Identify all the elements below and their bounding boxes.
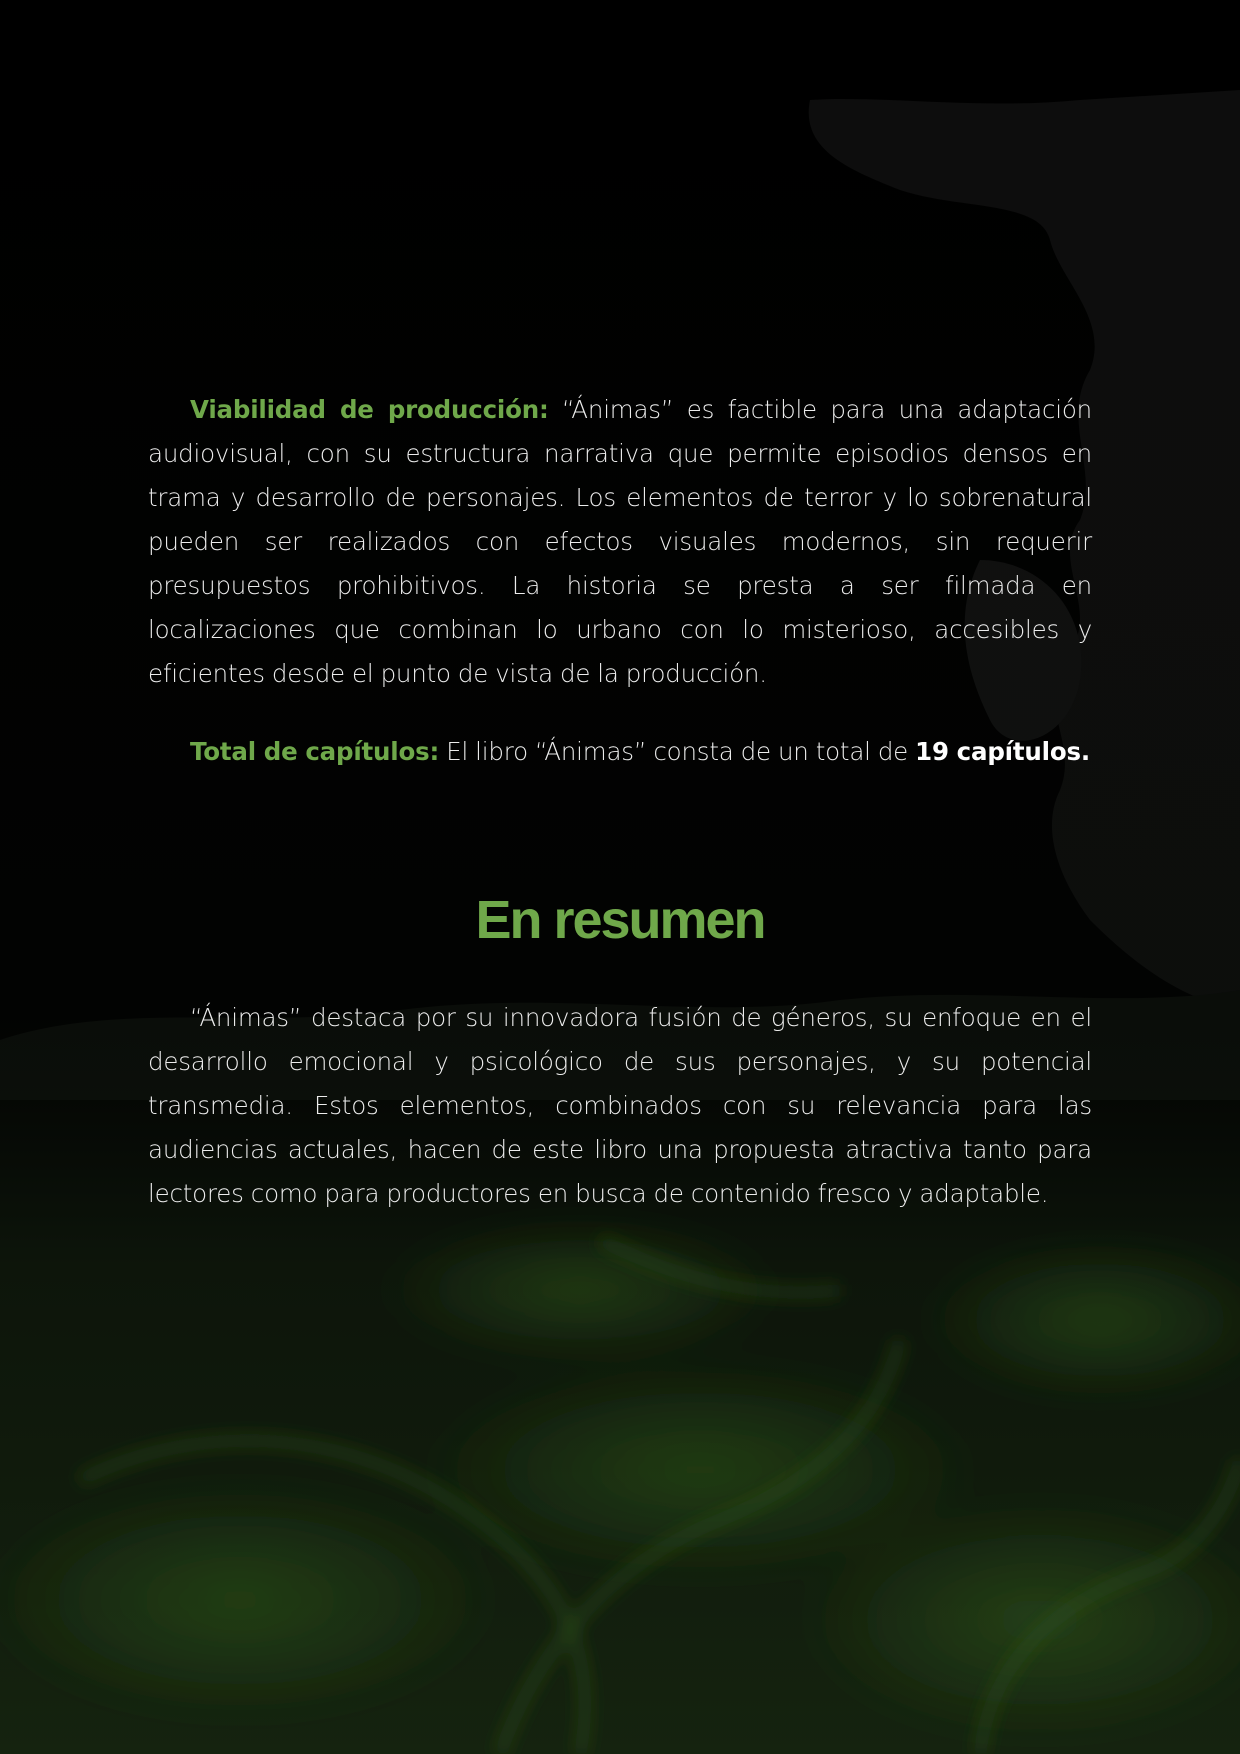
section-heading: En resumen [475,890,765,950]
total-chapters-count: 19 capítulos. [915,737,1090,766]
total-chapters-paragraph [148,730,1092,774]
production-viability-paragraph [148,388,1092,696]
summary-paragraph: “Ánimas” destaca por su innovadora fusión de géneros, su enfoque en el desarrollo emocional y psicológico de sus personajes, y su potencial transmedia. Estos elementos, combinados con su relevancia para las audiencias actuales, hacen de este libro una propuesta atractiva tanto para lectores como para productores en busca de contenido fresco y adaptable. [148,1003,1092,1208]
production-viability-label: Viabilidad de producción: [190,395,549,424]
total-chapters-label: Total de capítulos: [190,737,440,766]
total-chapters-text: El libro “Ánimas” consta de un total de [439,737,916,766]
body-content [148,388,1092,1216]
production-viability-text: “Ánimas” es factible para una adaptación audiovisual, con su estructura narrativa que permite episodios densos en trama y desarrollo de personajes. Los elementos de terror y lo sobrenatural pueden ser realizados con efectos visuales modernos, sin requerir presupuestos prohibitivos. La historia se presta a ser filmada en localizaciones que combinan lo urbano con lo misterioso, accesibles y eficientes desde el punto de vista de la producción. [148,395,1092,688]
